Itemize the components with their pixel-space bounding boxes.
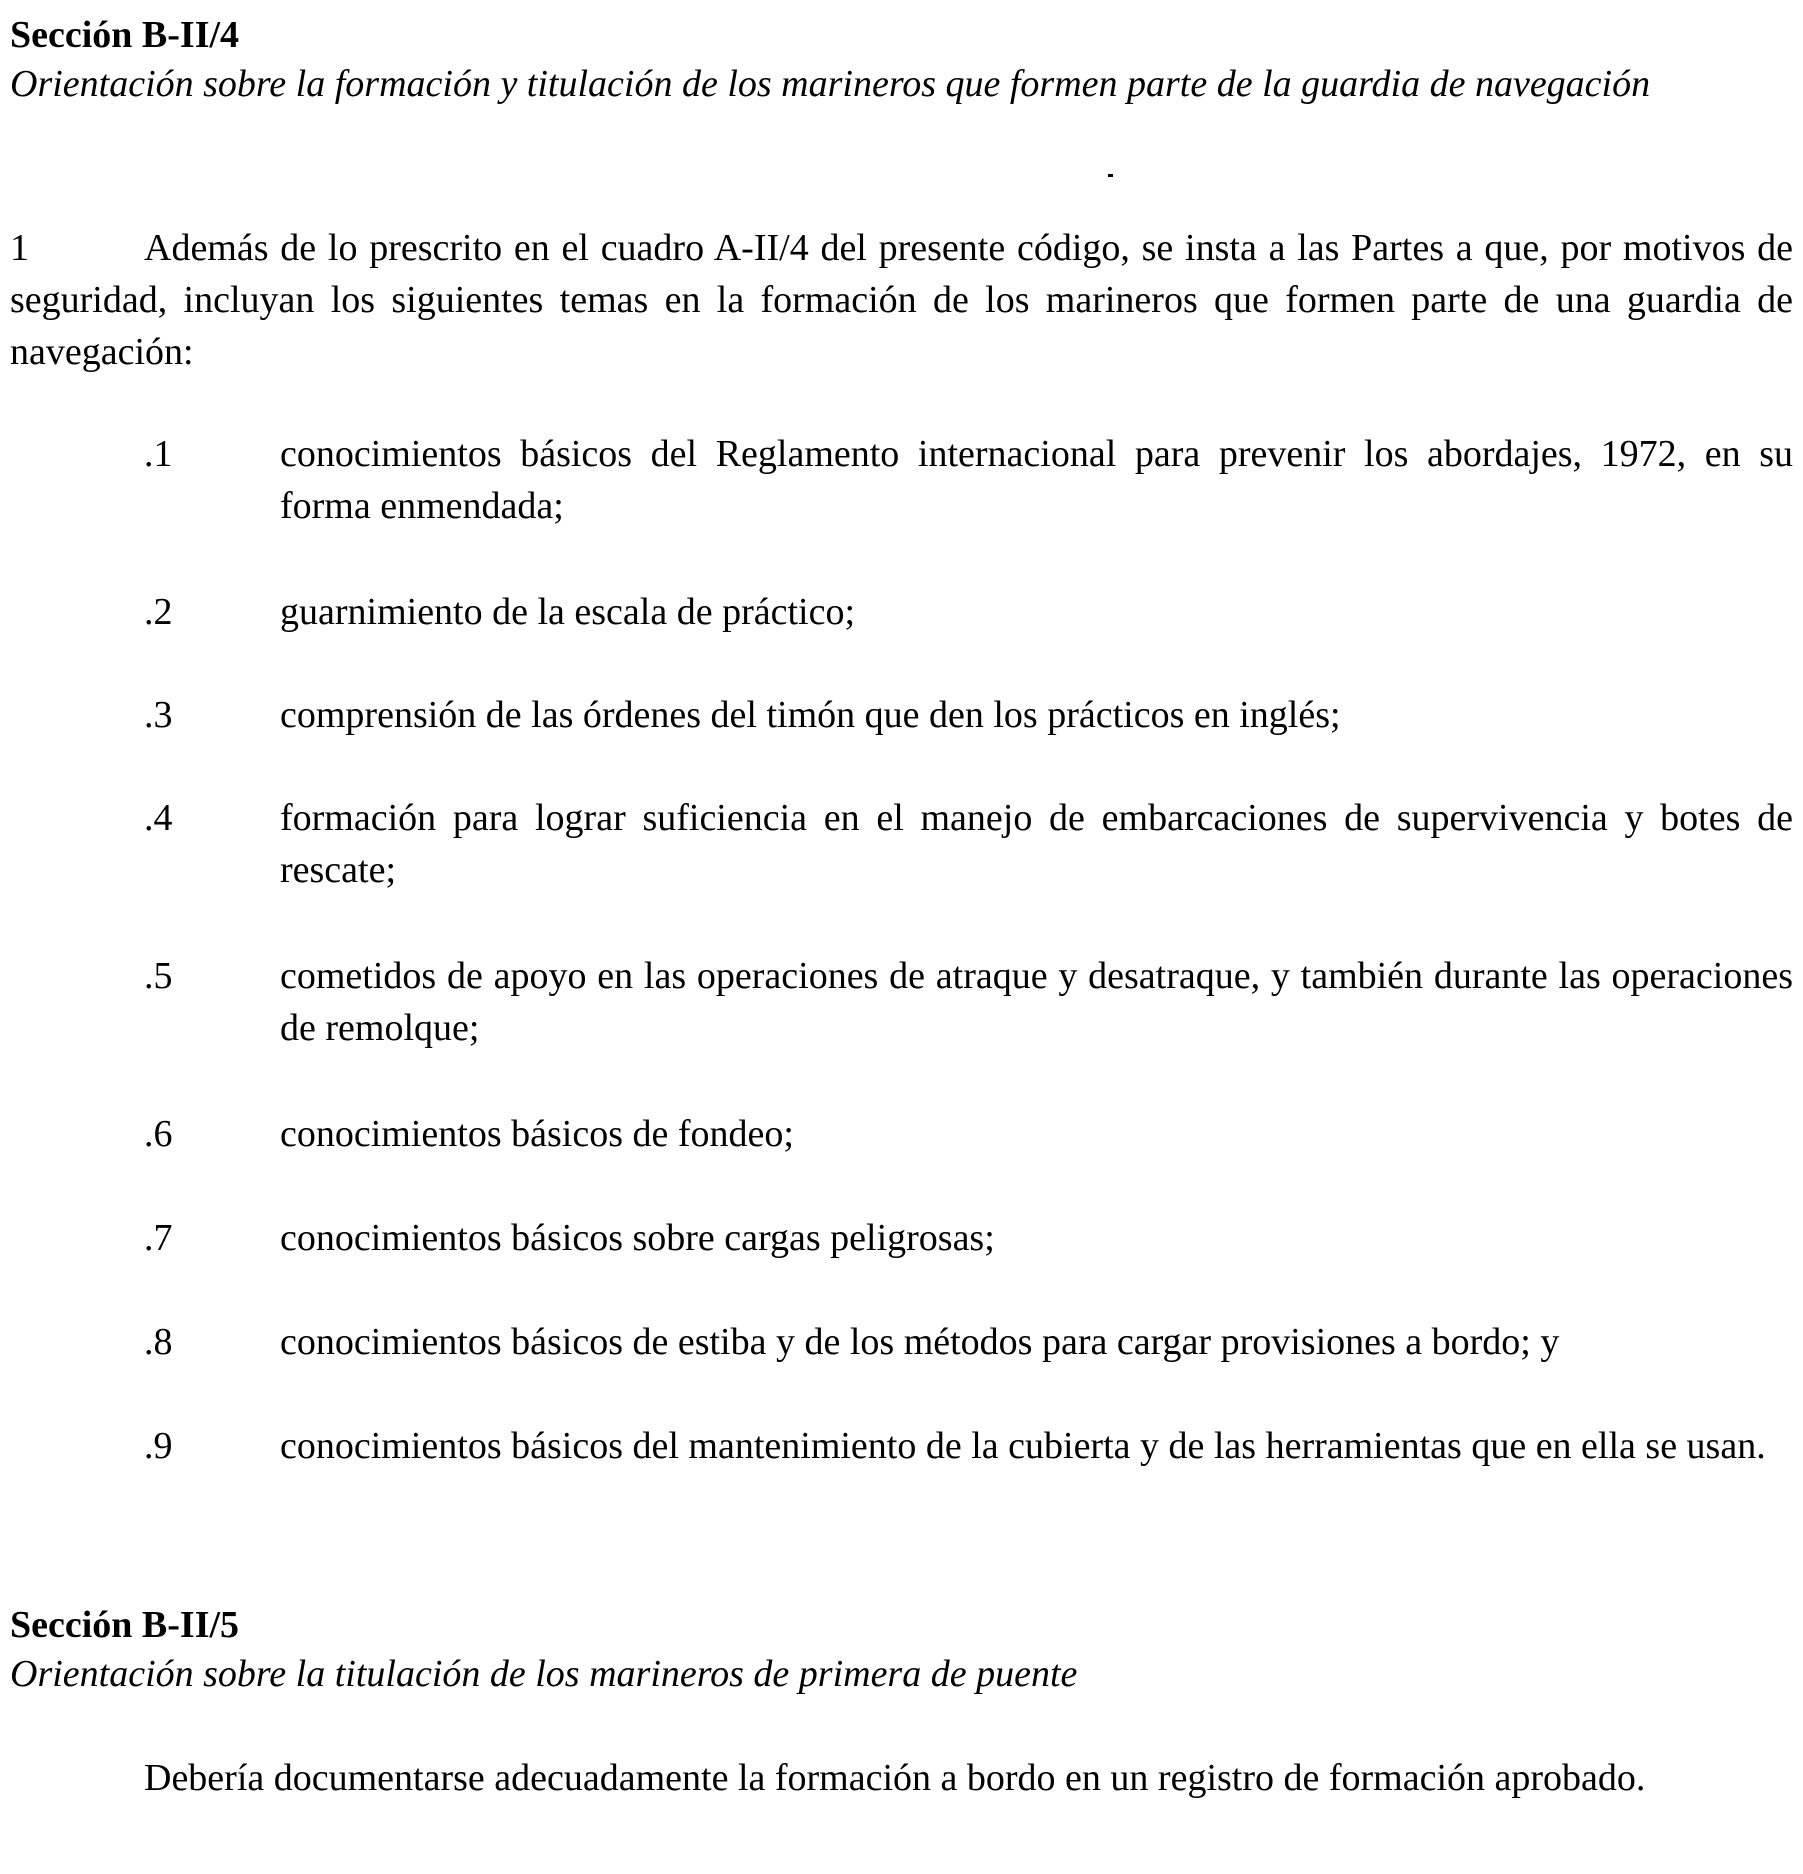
list-item-text: conocimientos básicos sobre cargas peligrosas;: [280, 1217, 995, 1259]
paragraph-1: [10, 222, 1793, 378]
list-item-number: .8: [144, 1321, 173, 1363]
scan-speck: [1108, 174, 1113, 177]
list-item-number: .1: [144, 433, 173, 475]
list-item-number: .7: [144, 1217, 173, 1259]
paragraph-2: [10, 1752, 1793, 1804]
list-item-text: comprensión de las órdenes del timón que den los prácticos en inglés;: [280, 694, 1341, 736]
section-title: Sección B-II/5: [10, 1604, 240, 1646]
list-item-number: .2: [144, 591, 173, 633]
list-item-text: conocimientos básicos del Reglamento internacional para prevenir los abordajes, 1972, en su forma enmendada;: [280, 433, 1793, 527]
paragraph-text: Además de lo prescrito en el cuadro A-II/4 del presente código, se insta a las Partes a que, por motivos de seguridad, incluyan los siguientes temas en la formación de los marineros que formen parte de una guardia de navegación:: [10, 227, 1793, 373]
list-item-number: .9: [144, 1425, 173, 1467]
list-item-text: guarnimiento de la escala de práctico;: [280, 591, 856, 633]
section-subtitle: Orientación sobre la formación y titulación de los marineros que formen parte de la guardia de navegación: [10, 63, 1651, 105]
section-subtitle: Orientación sobre la titulación de los marineros de primera de puente: [10, 1653, 1078, 1695]
list-item-text: conocimientos básicos de estiba y de los métodos para cargar provisiones a bordo; y: [280, 1321, 1560, 1363]
paragraph-number: 1: [10, 227, 29, 269]
list-item-text: cometidos de apoyo en las operaciones de atraque y desatraque, y también durante las operaciones de remolque;: [280, 955, 1793, 1049]
list-item-number: .3: [144, 694, 173, 736]
list-item-text: conocimientos básicos del mantenimiento de la cubierta y de las herramientas que en ella se usan.: [280, 1425, 1766, 1467]
list-item-number: .5: [144, 955, 173, 997]
section-title: Sección B-II/4: [10, 14, 240, 56]
list-item-text: conocimientos básicos de fondeo;: [280, 1113, 794, 1155]
list-item-text: formación para lograr suficiencia en el manejo de embarcaciones de supervivencia y botes de rescate;: [280, 797, 1793, 891]
paragraph-text: Debería documentarse adecuadamente la formación a bordo en un registro de formación aprobado.: [144, 1757, 1646, 1799]
list-item-number: .4: [144, 797, 173, 839]
list-item-number: .6: [144, 1113, 173, 1155]
